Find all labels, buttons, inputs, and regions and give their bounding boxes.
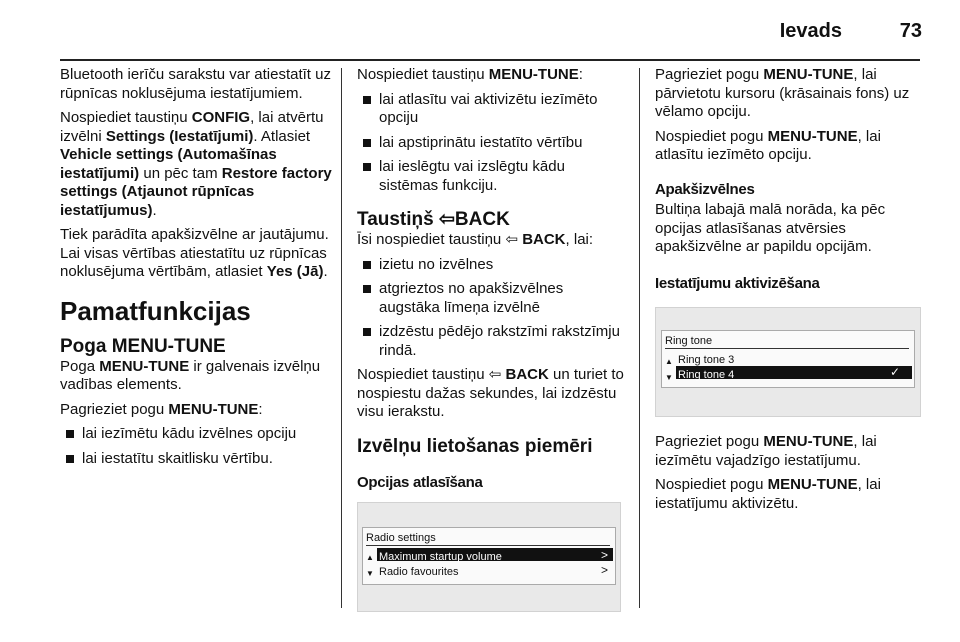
paragraph: Bluetooth ierīču sarakstu var atiestatīt uz rūpnīcas noklusējuma iestatījumiem. — [60, 66, 331, 102]
back-arrow-icon: ⇦ — [488, 366, 506, 383]
arrow-up-icon: ▲ — [366, 553, 374, 562]
paragraph: Īsi nospiediet taustiņu ⇦ BACK, lai: — [357, 231, 594, 248]
arrow-up-icon: ▲ — [665, 357, 673, 366]
display-screenshot-radio-settings — [357, 502, 621, 612]
screen-title: Radio settings — [366, 532, 436, 544]
arrow-down-icon: ▼ — [665, 373, 673, 382]
list-item: atgrieztos no apakšizvēlnes augstāka līmeņa izvēlnē — [357, 280, 625, 317]
list-item: lai iezīmētu kādu izvēlnes opciju — [60, 425, 332, 444]
column-2 — [357, 66, 625, 612]
column-divider — [639, 68, 640, 608]
heading-examples: Izvēlņu lietošanas piemēri — [357, 435, 593, 457]
paragraph: Nospiediet taustiņu MENU-TUNE: — [357, 66, 583, 83]
paragraph: Nospiediet taustiņu CONFIG, lai atvērtu izvēlni Settings (Iestatījumi). Atlasiet Vehicle settings (Automašīnas iestatījumi) un pēc tam Restore factory settings (Atjaunot rūpnīcas iestatījumus). — [60, 109, 332, 219]
display-screenshot-ring-tone — [655, 307, 921, 417]
list-item: lai iestatītu skaitlisku vērtību. — [60, 450, 332, 469]
heading-setting-activation: Iestatījumu aktivizēšana — [655, 274, 820, 292]
paragraph: Bultiņa labajā malā norāda, ka pēc opcijas atlasīšanas atvērsies apakšizvēlne ar papildu opcijām. — [655, 201, 886, 255]
heading-option-select: Opcijas atlasīšana — [357, 473, 483, 491]
paragraph: Nospiediet taustiņu ⇦ BACK un turiet to nospiestu dažas sekundes, lai izdzēstu visu ierakstu. — [357, 366, 624, 420]
paragraph: Tiek parādīta apakšizvēlne ar jautājumu. Lai visas vērtības atiestatītu uz rūpnīcas noklusējuma vērtībām, atlasiet Yes (Jā). — [60, 226, 329, 280]
heading-main: Pamatfunkcijas — [60, 295, 251, 326]
screen-row-selected: Maximum startup volume — [377, 548, 613, 561]
list-item: lai ieslēgtu vai izslēgtu kādu sistēmas funkciju. — [357, 158, 625, 195]
column-3 — [655, 66, 923, 519]
paragraph: Pagrieziet pogu MENU-TUNE, lai iezīmētu vajadzīgo iestatījumu. — [655, 433, 877, 469]
back-arrow-icon: ⇦ — [439, 209, 455, 230]
screen-row: Radio favourites — [379, 566, 459, 578]
checkmark-icon: ✓ — [890, 365, 901, 379]
chevron-right-icon: > — [601, 563, 609, 577]
paragraph: Poga MENU-TUNE ir galvenais izvēlņu vadības elements. — [60, 357, 321, 393]
back-arrow-icon: ⇦ — [505, 231, 523, 248]
bullet-list — [60, 425, 332, 468]
section-title: Ievads — [779, 20, 842, 42]
screen-title: Ring tone — [665, 335, 713, 347]
list-item: izdzēstu pēdējo rakstzīmi rakstzīmju rindā. — [357, 323, 625, 360]
bullet-list — [357, 256, 625, 361]
paragraph: Pagrieziet pogu MENU-TUNE: — [60, 400, 263, 418]
list-item: lai atlasītu vai aktivizētu iezīmēto opciju — [357, 91, 625, 128]
column-divider — [341, 68, 342, 608]
arrow-down-icon: ▼ — [366, 569, 374, 578]
heading-sub: Poga MENU-TUNE — [60, 335, 226, 357]
heading-back: Taustiņš ⇦BACK — [357, 209, 510, 230]
screen-row-selected: Ring tone 4 — [676, 366, 912, 379]
paragraph: Pagrieziet pogu MENU-TUNE, lai pārvietotu kursoru (krāsainais fons) uz vēlamo opciju. — [655, 66, 910, 120]
bullet-list — [357, 91, 625, 196]
header-rule — [60, 59, 920, 61]
page-header — [0, 0, 960, 60]
chevron-right-icon: > — [601, 548, 609, 562]
screen-row: Ring tone 3 — [678, 354, 735, 366]
column-1 — [60, 66, 332, 474]
heading-submenus: Apakšizvēlnes — [655, 180, 755, 198]
paragraph: Nospiediet pogu MENU-TUNE, lai iestatījumu aktivizētu. — [655, 476, 881, 512]
page-number: 73 — [899, 20, 922, 42]
list-item: izietu no izvēlnes — [357, 256, 625, 275]
paragraph: Nospiediet pogu MENU-TUNE, lai atlasītu iezīmēto opciju. — [655, 127, 881, 163]
list-item: lai apstiprinātu iestatīto vērtību — [357, 134, 625, 153]
